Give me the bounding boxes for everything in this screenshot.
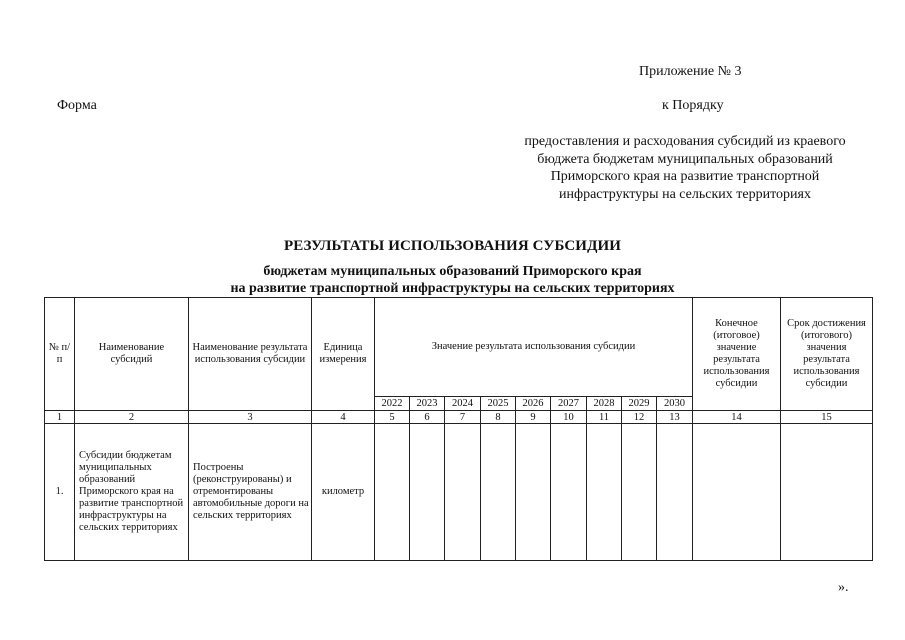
column-numbers-row	[45, 411, 873, 424]
result-name-cell: Построены (реконструированы) и отремонтированы автомобильные дороги на сельских территориях	[189, 424, 312, 561]
unit-cell: километр	[312, 424, 375, 561]
results-table	[44, 297, 873, 561]
header-unit: Единица измерения	[312, 298, 375, 411]
year-value-cell	[375, 424, 410, 561]
year-header: 2030	[657, 397, 693, 411]
column-number: 2	[75, 411, 189, 424]
column-number: 1	[45, 411, 75, 424]
table-header-row	[45, 298, 873, 397]
header-final-value: Конечное (итоговое) значение результата использования субсидии	[693, 298, 781, 411]
document-subtitle-line: на развитие транспортной инфраструктуры на сельских территориях	[230, 281, 675, 296]
header-result-value: Значение результата использования субсидии	[375, 298, 693, 397]
final-value-cell	[693, 424, 781, 561]
order-title-line: Приморского края на развитие транспортной	[550, 169, 820, 184]
header-result-name: Наименование результата использования субсидии	[189, 298, 312, 411]
order-title-line: инфраструктуры на сельских территориях	[559, 186, 811, 202]
document-subtitle-line: бюджетам муниципальных образований Приморского края	[263, 264, 642, 279]
subsidy-name-cell: Субсидии бюджетам муниципальных образований Приморского края на развитие транспортной инфраструктуры на сельских территориях	[75, 424, 189, 561]
closing-quote-mark: ».	[838, 580, 849, 595]
row-number: 1.	[45, 424, 75, 561]
column-number: 9	[516, 411, 551, 424]
column-number: 4	[312, 411, 375, 424]
column-number: 7	[445, 411, 481, 424]
table-row	[45, 424, 873, 561]
column-number: 6	[410, 411, 445, 424]
order-title-line: бюджета бюджетам муниципальных образований	[537, 151, 833, 167]
year-header: 2028	[587, 397, 622, 411]
header-deadline: Срок достижения (итогового) значения результата использования субсидии	[781, 298, 873, 411]
deadline-cell	[781, 424, 873, 561]
year-value-cell	[516, 424, 551, 561]
year-value-cell	[657, 424, 693, 561]
year-header: 2025	[481, 397, 516, 411]
year-value-cell	[587, 424, 622, 561]
column-number: 12	[622, 411, 657, 424]
year-header: 2022	[375, 397, 410, 411]
column-number: 10	[551, 411, 587, 424]
year-value-cell	[445, 424, 481, 561]
year-header: 2029	[622, 397, 657, 411]
form-label: Форма	[57, 98, 97, 113]
column-number: 3	[189, 411, 312, 424]
order-reference: к Порядку	[662, 98, 724, 113]
column-number: 13	[657, 411, 693, 424]
appendix-number: Приложение № 3	[639, 64, 742, 79]
column-number: 15	[781, 411, 873, 424]
year-header: 2023	[410, 397, 445, 411]
header-number: № п/п	[45, 298, 75, 411]
order-title-block	[505, 133, 865, 203]
year-header: 2026	[516, 397, 551, 411]
year-header: 2027	[551, 397, 587, 411]
order-title-line: предоставления и расходования субсидий из краевого	[524, 134, 846, 149]
column-number: 8	[481, 411, 516, 424]
document-title: РЕЗУЛЬТАТЫ ИСПОЛЬЗОВАНИЯ СУБСИДИИ	[283, 238, 622, 254]
year-value-cell	[622, 424, 657, 561]
year-value-cell	[410, 424, 445, 561]
header-subsidy-name: Наименование субсидий	[75, 298, 189, 411]
column-number: 14	[693, 411, 781, 424]
year-header: 2024	[445, 397, 481, 411]
column-number: 11	[587, 411, 622, 424]
year-value-cell	[551, 424, 587, 561]
column-number: 5	[375, 411, 410, 424]
year-value-cell	[481, 424, 516, 561]
